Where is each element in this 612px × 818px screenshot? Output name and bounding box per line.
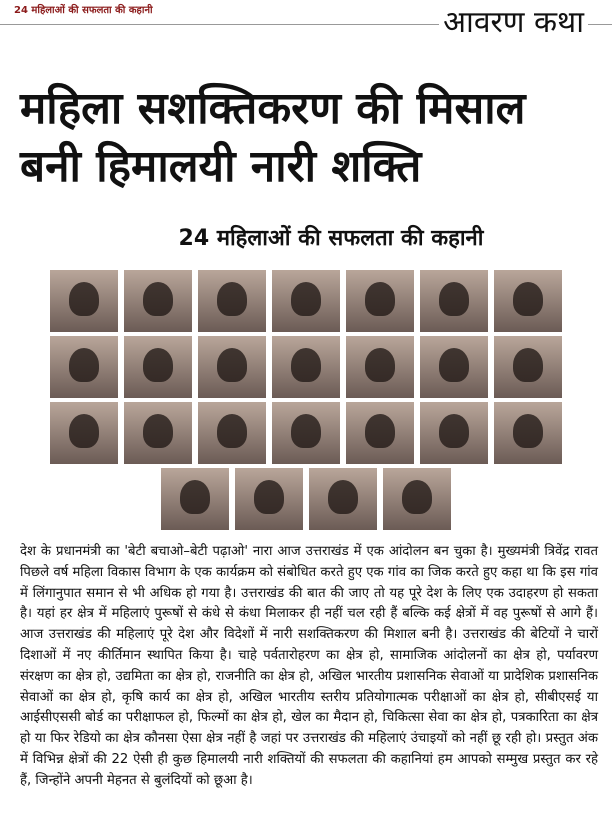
portrait-photo — [124, 336, 192, 398]
photo-row — [34, 468, 578, 530]
headline-line-2: बनी हिमालयी नारी शक्ति — [20, 141, 422, 192]
portrait-photo — [50, 270, 118, 332]
portrait-photo — [346, 336, 414, 398]
portrait-photo — [346, 270, 414, 332]
portrait-photo — [272, 270, 340, 332]
portrait-photo — [124, 402, 192, 464]
portrait-photo — [272, 336, 340, 398]
portrait-photo — [494, 336, 562, 398]
portrait-photo — [383, 468, 451, 530]
portrait-photo — [309, 468, 377, 530]
page-kicker: 24 महिलाओं की सफलता की कहानी — [14, 5, 153, 16]
photo-row — [34, 336, 578, 398]
portrait-photo — [420, 270, 488, 332]
portrait-photo — [124, 270, 192, 332]
portrait-photo — [420, 336, 488, 398]
portrait-photo — [494, 402, 562, 464]
portrait-photo — [346, 402, 414, 464]
portrait-photo — [50, 336, 118, 398]
photo-row — [34, 402, 578, 464]
subheadline: 24 महिलाओं की सफलता की कहानी — [178, 226, 484, 251]
portrait-photo — [198, 270, 266, 332]
portrait-photo — [494, 270, 562, 332]
portrait-photo — [272, 402, 340, 464]
portrait-photo — [235, 468, 303, 530]
portrait-photo — [161, 468, 229, 530]
portrait-photo — [198, 402, 266, 464]
section-title: आवरण कथा — [439, 6, 588, 40]
headline — [20, 80, 602, 196]
photo-row — [34, 270, 578, 332]
photo-collage — [34, 270, 578, 534]
portrait-photo — [50, 402, 118, 464]
portrait-photo — [420, 402, 488, 464]
portrait-photo — [198, 336, 266, 398]
headline-line-1: महिला सशक्तिकरण की मिसाल — [20, 83, 526, 134]
article-body: देश के प्रधानमंत्री का 'बेटी बचाओ–बेटी पढ़ाओ' नारा आज उत्तराखंड में एक आंदोलन बन चुका है। मुख्यमंत्री त्रिवेंद्र रावत पिछले वर्ष महिला विकास विभाग के एक कार्यक्रम को संबोधित करते हुए एक गांव का जिक करते हुए कहा था कि इस गांव में लिंगानुपात समान से भी अधिक हो गया है। उत्तराखंड की बात की जाए तो यह पूरे देश के लिए एक उदाहरण हो सकता है। यहां हर क्षेत्र में महिलाएं पुरूषों से कंधे से कंधा मिलाकर ही नहीं चल रही हैं बल्कि कई क्षेत्रों में वह पुरूषों से आगे हैं। आज उत्तराखंड की महिलाएं पूरे देश और विदेशों में नारी सशक्तिकरण की मिशाल बनी है। उत्तराखंड की बेटियों ने चारों दिशाओं में नए कीर्तिमान स्थापित किया है। चाहे पर्वतारोहरण का क्षेत्र हो, सामाजिक आंदोलनों का क्षेत्र हो, पर्यावरण संरक्षण का क्षेत्र हो, उद्यमिता का क्षेत्र हो, राजनीति का क्षेत्र हो, अखिल भारतीय प्रशासनिक सेवाओं या प्रादेशिक प्रशासनिक सेवाओं का क्षेत्र हो, कृषि कार्य का क्षेत्र हो, अखिल भारतीय स्तरीय प्रतियोगात्मक परीक्षाओं का क्षेत्र हो, सीबीएसई या आईसीएससी बोर्ड का परीक्षाफल हो, फिल्मों का क्षेत्र हो, खेल का मैदान हो, चिकित्सा सेवा का क्षेत्र हो, पत्रकारिता का क्षेत्र हो या फिर रेडियो का क्षेत्र कौनसा ऐसा क्षेत्र नहीं है जहां पर उत्तराखंड की महिलाएं उंचाइयों को नहीं छू रही हो। प्रस्तुत अंक में विभिन्न क्षेत्रों की 22 ऐसी ही कुछ हिमालयी नारी शक्तियों की सफलता की कहानियां हम आपको सम्मुख प्रस्तुत कर रहे हैं, जिन्होंने अपनी मेहनत से बुलंदियों को छूआ है। — [20, 544, 598, 788]
